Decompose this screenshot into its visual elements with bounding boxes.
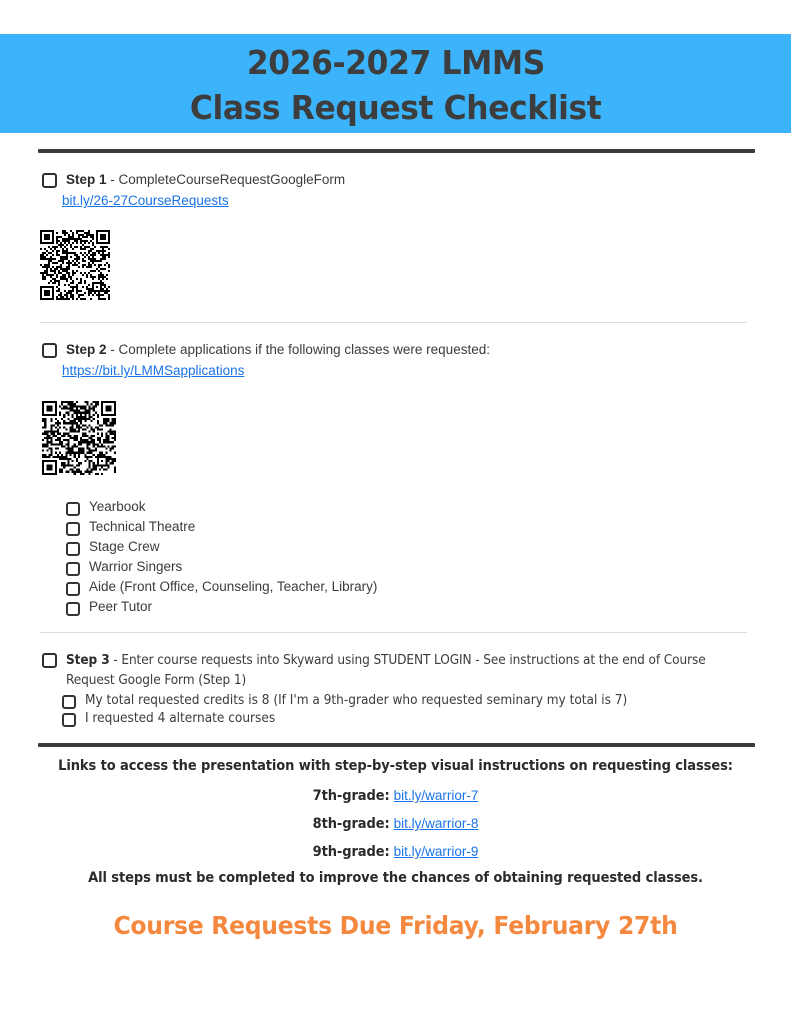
class-checkbox-stage-crew[interactable] bbox=[66, 542, 80, 556]
footer-note: All steps must be completed to improve the chances of obtaining requested classes. bbox=[88, 870, 703, 886]
step-2-block bbox=[42, 340, 757, 381]
step-3-description: Enter course requests into Skyward using STUDENT LOGIN - See instructions at the end of Course Request Google Form (Step 1) bbox=[66, 652, 706, 688]
step-1-row bbox=[42, 170, 757, 190]
divider-top bbox=[38, 149, 755, 153]
list-item bbox=[66, 559, 377, 576]
step-3-sub-label: I requested 4 alternate courses bbox=[85, 710, 276, 726]
step-3-checkbox[interactable] bbox=[42, 653, 57, 668]
step-1-description: CompleteCourseRequestGoogleForm bbox=[118, 172, 346, 187]
page-title-line1: 2026-2027 LMMS bbox=[246, 42, 545, 82]
list-item bbox=[62, 710, 757, 727]
step-2-link[interactable]: https://bit.ly/LMMSapplications bbox=[62, 363, 245, 378]
step-2-separator: - bbox=[106, 342, 119, 357]
step-1-block bbox=[42, 170, 757, 211]
grade-row-7 bbox=[0, 786, 791, 806]
step-2-link-row bbox=[62, 361, 757, 381]
step-1-text bbox=[66, 170, 345, 190]
step-3-block bbox=[42, 650, 757, 728]
grade-row-9 bbox=[0, 842, 791, 862]
list-item bbox=[66, 499, 377, 516]
step-1-label: Step 1 bbox=[66, 172, 107, 187]
grade-link-8[interactable]: bit.ly/warrior-8 bbox=[393, 816, 479, 831]
footer-heading-wrap bbox=[0, 758, 791, 774]
class-label: Warrior Singers bbox=[89, 559, 183, 574]
step-3-separator: - bbox=[109, 652, 122, 668]
step-2-row bbox=[42, 340, 757, 360]
step-3-row bbox=[42, 650, 757, 690]
step-2-class-list bbox=[66, 499, 377, 619]
page-title-line2: Class Request Checklist bbox=[189, 87, 602, 127]
class-checkbox-aide[interactable] bbox=[66, 582, 80, 596]
class-checkbox-technical-theatre[interactable] bbox=[66, 522, 80, 536]
step-3-alternates-checkbox[interactable] bbox=[62, 713, 76, 727]
step-3-sublist bbox=[62, 692, 757, 727]
grade-link-9[interactable]: bit.ly/warrior-9 bbox=[393, 844, 479, 859]
grade-link-7[interactable]: bit.ly/warrior-7 bbox=[393, 788, 479, 803]
class-label: Yearbook bbox=[89, 499, 146, 514]
step-3-text bbox=[66, 650, 757, 690]
class-label: Technical Theatre bbox=[89, 519, 196, 534]
step-1-link[interactable]: bit.ly/26-27CourseRequests bbox=[62, 193, 229, 208]
step-3-credits-checkbox[interactable] bbox=[62, 695, 76, 709]
grade-row-8 bbox=[0, 814, 791, 834]
qr-code-icon-step-2[interactable] bbox=[40, 399, 118, 477]
grade-label-8: 8th-grade: bbox=[312, 816, 390, 832]
step-1-checkbox[interactable] bbox=[42, 173, 57, 188]
list-item bbox=[66, 539, 377, 556]
grade-label-9: 9th-grade: bbox=[312, 844, 390, 860]
list-item bbox=[66, 579, 377, 596]
step-2-text bbox=[66, 340, 490, 360]
step-3-label: Step 3 bbox=[66, 652, 110, 668]
list-item bbox=[66, 599, 377, 616]
header-banner bbox=[0, 34, 791, 133]
due-date-banner: Course Requests Due Friday, February 27th bbox=[113, 911, 678, 940]
class-label: Aide (Front Office, Counseling, Teacher, Library) bbox=[89, 579, 378, 594]
step-2-description: Complete applications if the following classes were requested: bbox=[118, 342, 490, 357]
divider-step1-step2 bbox=[40, 322, 747, 323]
step-1-link-row bbox=[62, 191, 757, 211]
footer-heading: Links to access the presentation with step-by-step visual instructions on requesting classes: bbox=[58, 758, 733, 774]
list-item bbox=[66, 519, 377, 536]
due-date-wrap bbox=[0, 911, 791, 940]
step-1-separator: - bbox=[106, 172, 119, 187]
class-checkbox-peer-tutor[interactable] bbox=[66, 602, 80, 616]
class-checkbox-warrior-singers[interactable] bbox=[66, 562, 80, 576]
divider-step2-step3 bbox=[40, 632, 747, 633]
step-2-checkbox[interactable] bbox=[42, 343, 57, 358]
list-item bbox=[62, 692, 757, 709]
class-label: Peer Tutor bbox=[89, 599, 153, 614]
class-label: Stage Crew bbox=[89, 539, 160, 554]
divider-bottom bbox=[38, 743, 755, 747]
step-2-label: Step 2 bbox=[66, 342, 107, 357]
step-3-sub-label: My total requested credits is 8 (If I'm a 9th-grader who requested seminary my total is 7) bbox=[85, 692, 628, 708]
class-checkbox-yearbook[interactable] bbox=[66, 502, 80, 516]
grade-label-7: 7th-grade: bbox=[312, 788, 390, 804]
qr-code-icon-step-1[interactable] bbox=[38, 228, 112, 302]
footer-note-wrap bbox=[0, 870, 791, 886]
